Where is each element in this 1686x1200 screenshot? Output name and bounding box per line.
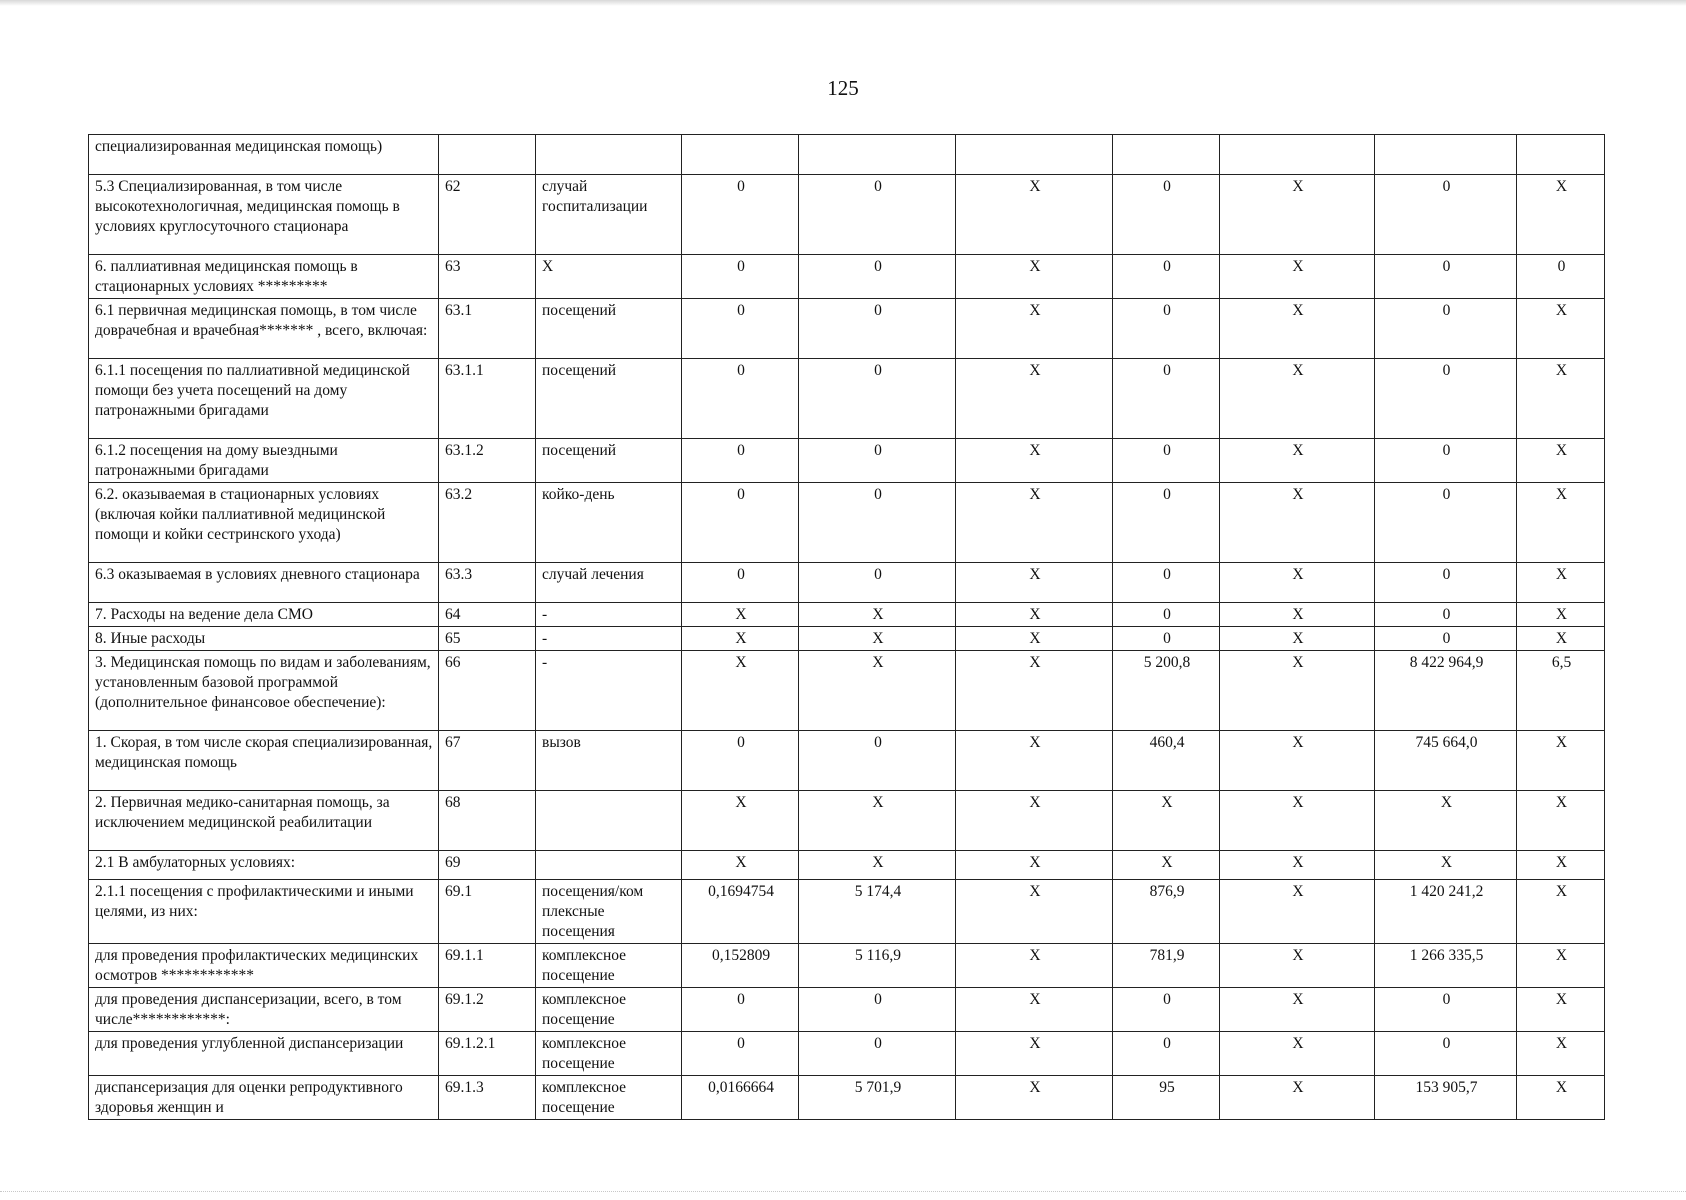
- col-7-value: [1517, 135, 1605, 175]
- row-name: 1. Скорая, в том числе скорая специализированная, медицинская помощь: [89, 731, 439, 791]
- row-unit: посещений: [536, 439, 682, 483]
- row-code: 62: [439, 175, 536, 255]
- col-7-value: 0: [1517, 255, 1605, 299]
- row-unit: [536, 791, 682, 851]
- col-2-value: 0: [799, 1032, 956, 1076]
- row-name: для проведения углубленной диспансеризации: [89, 1032, 439, 1076]
- col-3-value: X: [956, 439, 1113, 483]
- col-5-value: X: [1220, 988, 1375, 1032]
- col-1-value: X: [682, 651, 799, 731]
- row-code: 63.1.2: [439, 439, 536, 483]
- table-row: [89, 603, 1605, 627]
- col-3-value: X: [956, 791, 1113, 851]
- col-3-value: X: [956, 483, 1113, 563]
- table-row: [89, 563, 1605, 603]
- col-4-value: 781,9: [1113, 944, 1220, 988]
- col-4-value: 0: [1113, 299, 1220, 359]
- row-name: 6.1 первичная медицинская помощь, в том числе доврачебная и врачебная******* , всего, включая:: [89, 299, 439, 359]
- row-name: 6.1.2 посещения на дому выездными патронажными бригадами: [89, 439, 439, 483]
- row-code: 63.1.1: [439, 359, 536, 439]
- col-1-value: X: [682, 603, 799, 627]
- table-row: [89, 255, 1605, 299]
- col-6-value: 1 420 241,2: [1375, 880, 1517, 944]
- col-6-value: 0: [1375, 988, 1517, 1032]
- col-6-value: 0: [1375, 255, 1517, 299]
- col-2-value: 0: [799, 731, 956, 791]
- col-5-value: X: [1220, 731, 1375, 791]
- col-6-value: X: [1375, 851, 1517, 880]
- col-6-value: 745 664,0: [1375, 731, 1517, 791]
- col-2-value: 0: [799, 175, 956, 255]
- col-4-value: 0: [1113, 359, 1220, 439]
- row-unit: посещения/ком плексные посещения: [536, 880, 682, 944]
- col-7-value: X: [1517, 439, 1605, 483]
- col-5-value: X: [1220, 175, 1375, 255]
- col-4-value: 0: [1113, 1032, 1220, 1076]
- col-1-value: X: [682, 627, 799, 651]
- row-code: 69: [439, 851, 536, 880]
- col-4-value: 460,4: [1113, 731, 1220, 791]
- col-5-value: X: [1220, 359, 1375, 439]
- col-7-value: X: [1517, 944, 1605, 988]
- col-6-value: 8 422 964,9: [1375, 651, 1517, 731]
- col-7-value: X: [1517, 603, 1605, 627]
- row-code: 63.3: [439, 563, 536, 603]
- row-code: 67: [439, 731, 536, 791]
- table-row: [89, 880, 1605, 944]
- col-4-value: X: [1113, 851, 1220, 880]
- row-unit: койко-день: [536, 483, 682, 563]
- col-1-value: 0: [682, 563, 799, 603]
- row-code: 63: [439, 255, 536, 299]
- col-3-value: [956, 135, 1113, 175]
- table-row: [89, 135, 1605, 175]
- col-4-value: 0: [1113, 563, 1220, 603]
- row-name: 8. Иные расходы: [89, 627, 439, 651]
- row-code: 66: [439, 651, 536, 731]
- col-1-value: 0: [682, 988, 799, 1032]
- scan-edge-bottom: [0, 1191, 1686, 1196]
- row-name: 6. паллиативная медицинская помощь в стационарных условиях *********: [89, 255, 439, 299]
- table-row: [89, 651, 1605, 731]
- row-code: 69.1: [439, 880, 536, 944]
- col-6-value: 1 266 335,5: [1375, 944, 1517, 988]
- row-name: 5.3 Специализированная, в том числе высокотехнологичная, медицинская помощь в условиях круглосуточного стационара: [89, 175, 439, 255]
- row-code: 69.1.3: [439, 1076, 536, 1120]
- row-name: 3. Медицинская помощь по видам и заболеваниям, установленным базовой программой (дополнительное финансовое обеспечение):: [89, 651, 439, 731]
- row-name: 6.2. оказываемая в стационарных условиях (включая койки паллиативной медицинской помощи и койки сестринского ухода): [89, 483, 439, 563]
- col-5-value: X: [1220, 1076, 1375, 1120]
- col-5-value: X: [1220, 563, 1375, 603]
- row-unit: посещений: [536, 359, 682, 439]
- col-1-value: 0: [682, 731, 799, 791]
- col-4-value: 5 200,8: [1113, 651, 1220, 731]
- col-3-value: X: [956, 651, 1113, 731]
- data-table: [88, 134, 1605, 1120]
- table-row: [89, 439, 1605, 483]
- col-2-value: 0: [799, 563, 956, 603]
- col-2-value: X: [799, 851, 956, 880]
- col-7-value: X: [1517, 1032, 1605, 1076]
- col-2-value: 5 116,9: [799, 944, 956, 988]
- row-name: 6.3 оказываемая в условиях дневного стационара: [89, 563, 439, 603]
- col-4-value: 0: [1113, 988, 1220, 1032]
- row-name: 2. Первичная медико-санитарная помощь, за исключением медицинской реабилитации: [89, 791, 439, 851]
- col-2-value: 0: [799, 439, 956, 483]
- col-6-value: 0: [1375, 627, 1517, 651]
- col-4-value: 0: [1113, 439, 1220, 483]
- row-name: специализированная медицинская помощь): [89, 135, 439, 175]
- col-5-value: X: [1220, 439, 1375, 483]
- col-7-value: X: [1517, 880, 1605, 944]
- col-6-value: 0: [1375, 359, 1517, 439]
- col-3-value: X: [956, 944, 1113, 988]
- col-6-value: 0: [1375, 563, 1517, 603]
- col-2-value: [799, 135, 956, 175]
- row-code: 64: [439, 603, 536, 627]
- col-3-value: X: [956, 1032, 1113, 1076]
- row-name: 2.1.1 посещения с профилактическими и иными целями, из них:: [89, 880, 439, 944]
- col-7-value: X: [1517, 627, 1605, 651]
- col-3-value: X: [956, 731, 1113, 791]
- col-7-value: X: [1517, 988, 1605, 1032]
- col-5-value: X: [1220, 791, 1375, 851]
- col-1-value: 0: [682, 359, 799, 439]
- row-unit: комплексное посещение: [536, 944, 682, 988]
- col-6-value: 153 905,7: [1375, 1076, 1517, 1120]
- table-row: [89, 731, 1605, 791]
- col-6-value: [1375, 135, 1517, 175]
- col-1-value: 0: [682, 439, 799, 483]
- col-1-value: 0: [682, 483, 799, 563]
- col-5-value: X: [1220, 944, 1375, 988]
- col-5-value: X: [1220, 299, 1375, 359]
- col-5-value: X: [1220, 880, 1375, 944]
- row-code: 63.2: [439, 483, 536, 563]
- col-2-value: 0: [799, 483, 956, 563]
- row-name: для проведения диспансеризации, всего, в том числе************:: [89, 988, 439, 1032]
- col-7-value: 6,5: [1517, 651, 1605, 731]
- row-code: 69.1.2.1: [439, 1032, 536, 1076]
- col-6-value: 0: [1375, 299, 1517, 359]
- row-name: диспансеризация для оценки репродуктивного здоровья женщин и: [89, 1076, 439, 1120]
- row-unit: -: [536, 603, 682, 627]
- col-7-value: X: [1517, 791, 1605, 851]
- col-7-value: X: [1517, 1076, 1605, 1120]
- col-4-value: 0: [1113, 175, 1220, 255]
- row-code: 69.1.1: [439, 944, 536, 988]
- table-row: [89, 627, 1605, 651]
- col-5-value: [1220, 135, 1375, 175]
- table-row: [89, 851, 1605, 880]
- row-unit: комплексное посещение: [536, 988, 682, 1032]
- col-7-value: X: [1517, 731, 1605, 791]
- col-6-value: 0: [1375, 483, 1517, 563]
- table-row: [89, 175, 1605, 255]
- col-3-value: X: [956, 880, 1113, 944]
- col-4-value: 95: [1113, 1076, 1220, 1120]
- col-2-value: 0: [799, 299, 956, 359]
- scan-edge-top: [0, 0, 1686, 6]
- col-5-value: X: [1220, 851, 1375, 880]
- col-2-value: 0: [799, 255, 956, 299]
- col-1-value: 0,152809: [682, 944, 799, 988]
- row-unit: X: [536, 255, 682, 299]
- col-2-value: 0: [799, 359, 956, 439]
- table-row: [89, 1032, 1605, 1076]
- row-name: для проведения профилактических медицинских осмотров ************: [89, 944, 439, 988]
- row-name: 6.1.1 посещения по паллиативной медицинской помощи без учета посещений на дому патронажными бригадами: [89, 359, 439, 439]
- col-5-value: X: [1220, 627, 1375, 651]
- col-4-value: [1113, 135, 1220, 175]
- col-1-value: 0: [682, 255, 799, 299]
- col-6-value: 0: [1375, 603, 1517, 627]
- col-6-value: 0: [1375, 439, 1517, 483]
- col-3-value: X: [956, 299, 1113, 359]
- table-row: [89, 988, 1605, 1032]
- col-2-value: X: [799, 627, 956, 651]
- col-4-value: X: [1113, 791, 1220, 851]
- col-1-value: [682, 135, 799, 175]
- row-unit: комплексное посещение: [536, 1032, 682, 1076]
- table-row: [89, 1076, 1605, 1120]
- col-3-value: X: [956, 988, 1113, 1032]
- col-5-value: X: [1220, 651, 1375, 731]
- col-3-value: X: [956, 1076, 1113, 1120]
- col-3-value: X: [956, 255, 1113, 299]
- page-number: 125: [827, 76, 859, 100]
- col-2-value: X: [799, 791, 956, 851]
- col-2-value: 0: [799, 988, 956, 1032]
- row-code: 63.1: [439, 299, 536, 359]
- row-unit: посещений: [536, 299, 682, 359]
- col-1-value: X: [682, 851, 799, 880]
- col-6-value: 0: [1375, 1032, 1517, 1076]
- col-7-value: X: [1517, 359, 1605, 439]
- row-unit: комплексное посещение: [536, 1076, 682, 1120]
- col-1-value: 0: [682, 1032, 799, 1076]
- col-3-value: X: [956, 563, 1113, 603]
- table-row: [89, 944, 1605, 988]
- col-7-value: X: [1517, 175, 1605, 255]
- col-5-value: X: [1220, 483, 1375, 563]
- col-1-value: X: [682, 791, 799, 851]
- col-5-value: X: [1220, 1032, 1375, 1076]
- col-3-value: X: [956, 851, 1113, 880]
- col-4-value: 0: [1113, 603, 1220, 627]
- col-7-value: X: [1517, 299, 1605, 359]
- col-1-value: 0,1694754: [682, 880, 799, 944]
- row-unit: -: [536, 651, 682, 731]
- row-code: 69.1.2: [439, 988, 536, 1032]
- table-row: [89, 299, 1605, 359]
- row-code: [439, 135, 536, 175]
- col-3-value: X: [956, 603, 1113, 627]
- col-1-value: 0: [682, 175, 799, 255]
- col-6-value: X: [1375, 791, 1517, 851]
- col-4-value: 0: [1113, 483, 1220, 563]
- col-4-value: 0: [1113, 255, 1220, 299]
- col-4-value: 876,9: [1113, 880, 1220, 944]
- row-name: 2.1 В амбулаторных условиях:: [89, 851, 439, 880]
- row-unit: случай лечения: [536, 563, 682, 603]
- row-unit: случай госпитализации: [536, 175, 682, 255]
- row-code: 68: [439, 791, 536, 851]
- col-2-value: X: [799, 603, 956, 627]
- col-5-value: X: [1220, 603, 1375, 627]
- col-1-value: 0: [682, 299, 799, 359]
- table-row: [89, 483, 1605, 563]
- col-7-value: X: [1517, 483, 1605, 563]
- col-3-value: X: [956, 175, 1113, 255]
- col-7-value: X: [1517, 851, 1605, 880]
- col-5-value: X: [1220, 255, 1375, 299]
- col-2-value: 5 701,9: [799, 1076, 956, 1120]
- row-unit: [536, 135, 682, 175]
- col-7-value: X: [1517, 563, 1605, 603]
- col-4-value: 0: [1113, 627, 1220, 651]
- row-unit: [536, 851, 682, 880]
- table-row: [89, 359, 1605, 439]
- col-2-value: X: [799, 651, 956, 731]
- col-6-value: 0: [1375, 175, 1517, 255]
- table-row: [89, 791, 1605, 851]
- col-3-value: X: [956, 627, 1113, 651]
- row-unit: -: [536, 627, 682, 651]
- row-unit: вызов: [536, 731, 682, 791]
- row-name: 7. Расходы на ведение дела СМО: [89, 603, 439, 627]
- row-code: 65: [439, 627, 536, 651]
- col-2-value: 5 174,4: [799, 880, 956, 944]
- col-3-value: X: [956, 359, 1113, 439]
- col-1-value: 0,0166664: [682, 1076, 799, 1120]
